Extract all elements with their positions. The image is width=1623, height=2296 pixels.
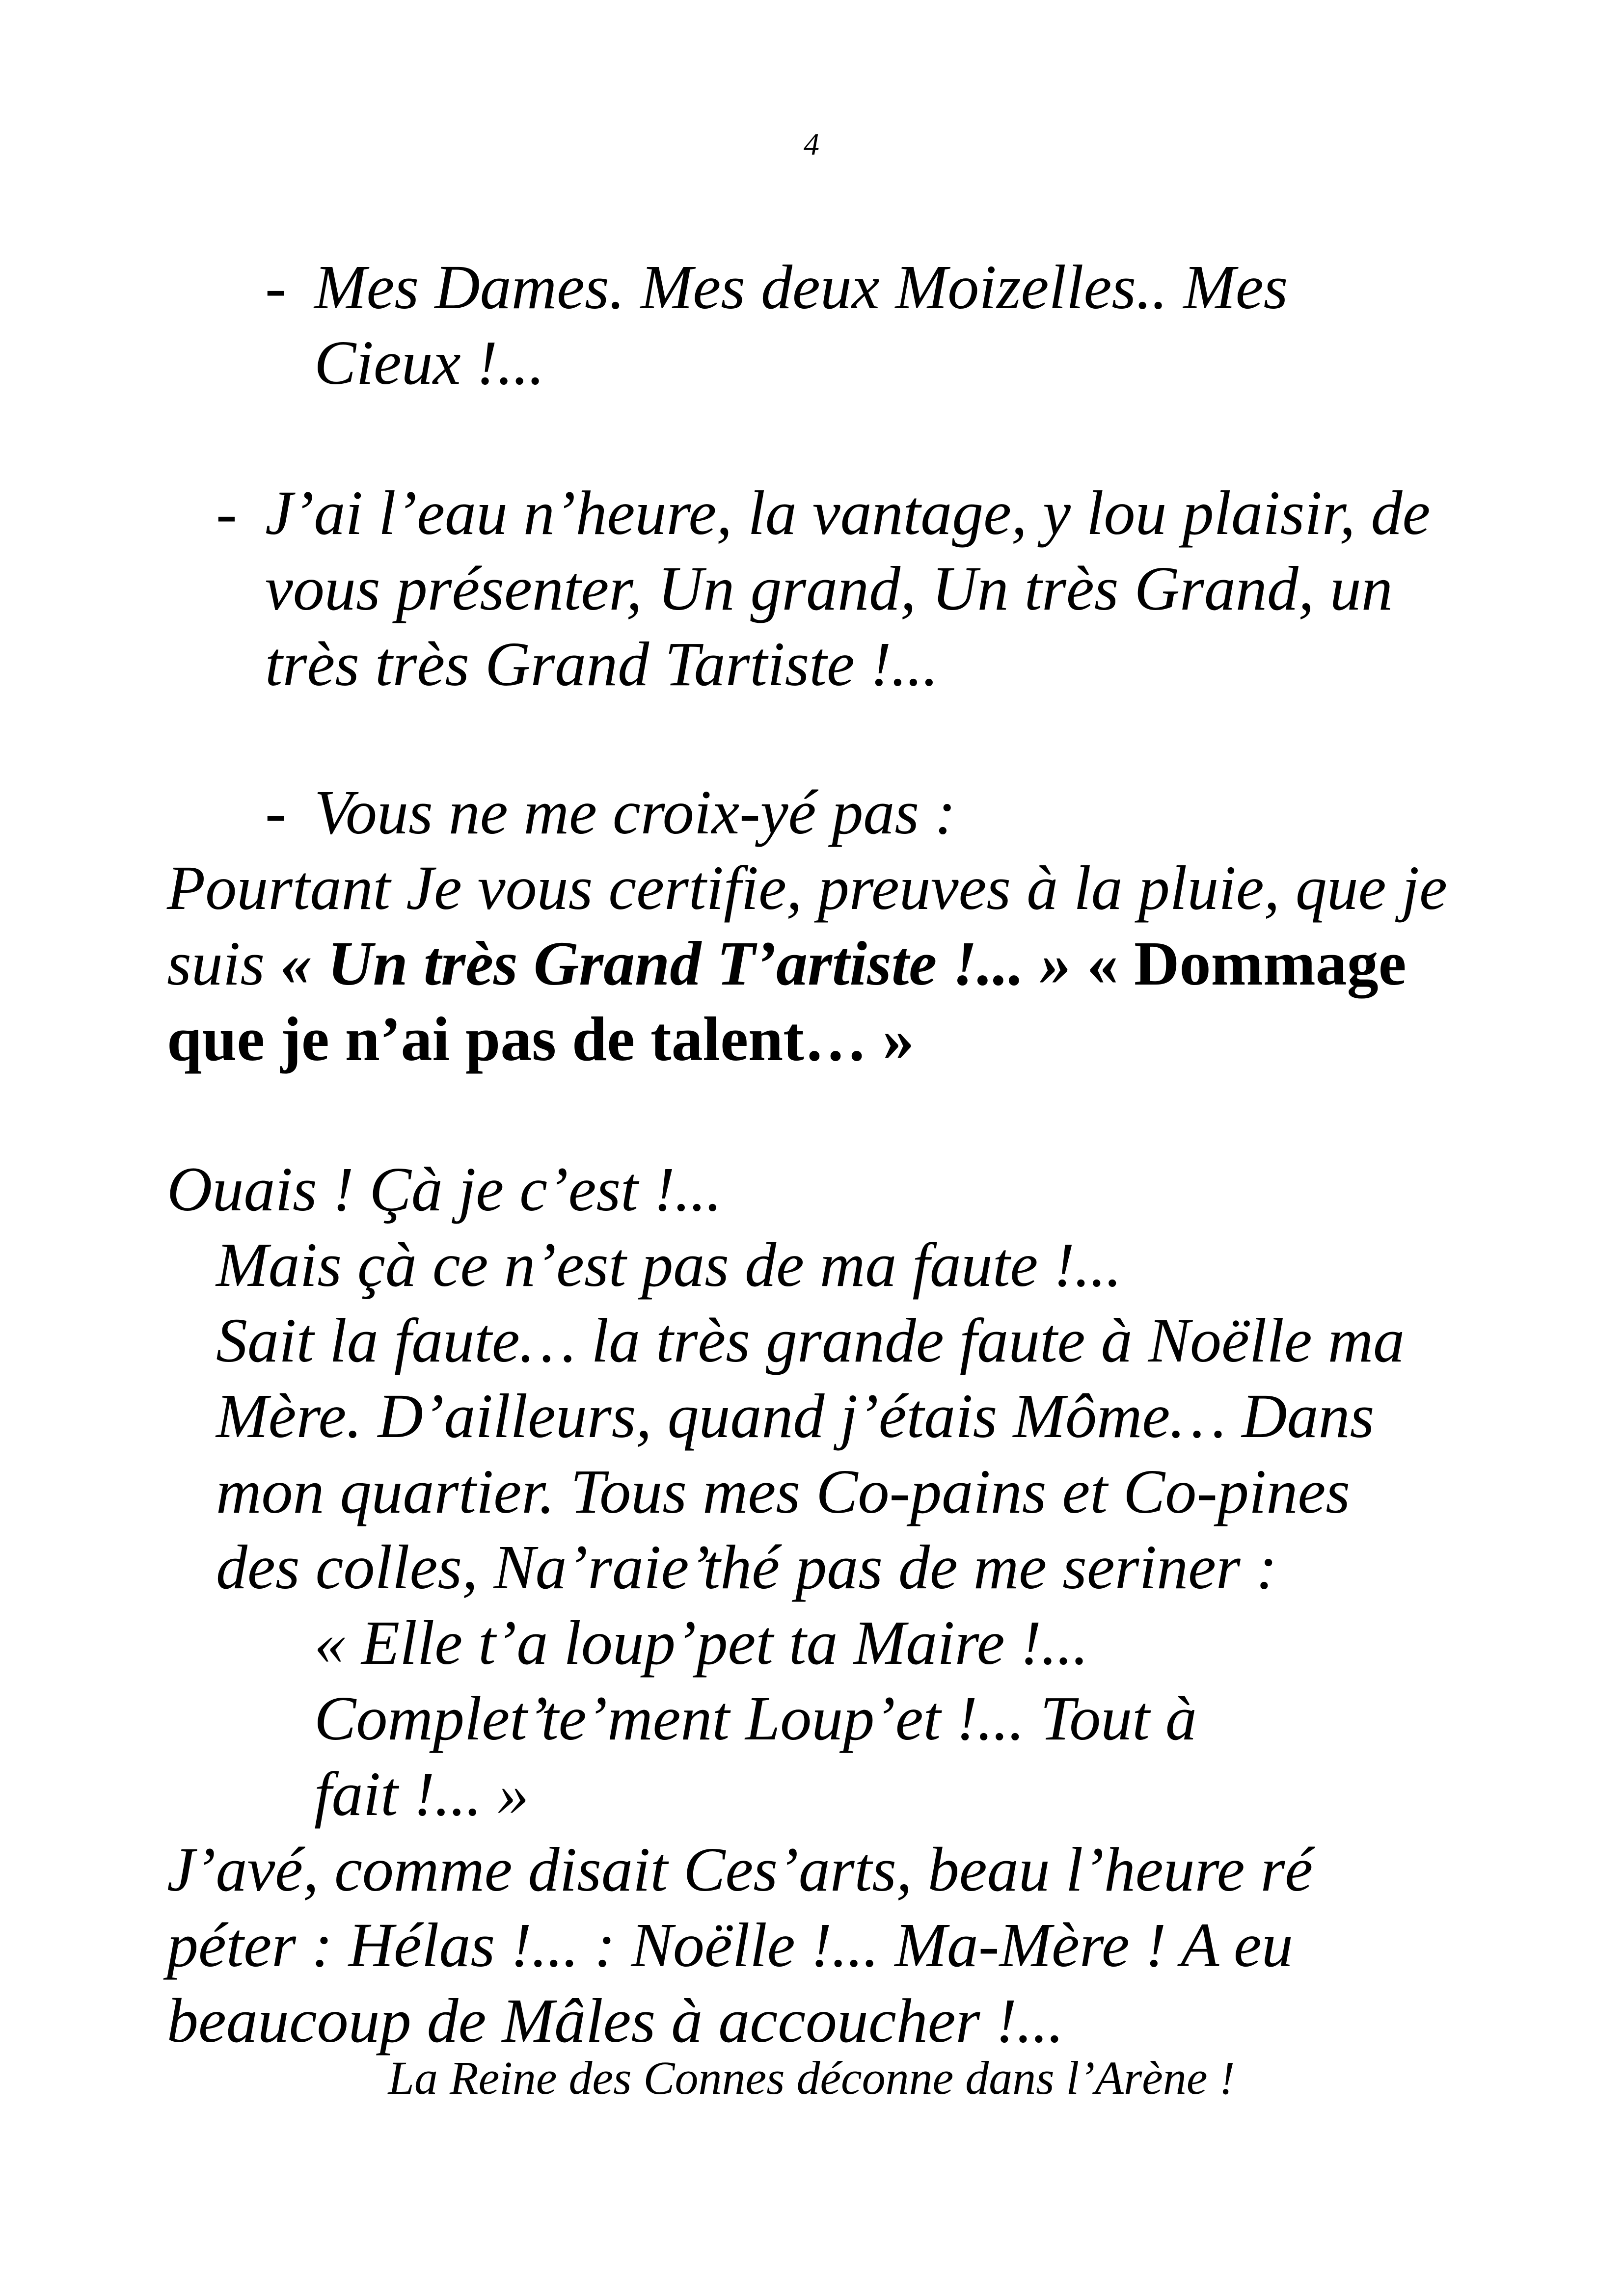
text-line: J’ai l’eau n’heure, la vantage, y lou plaisir, de [265, 478, 1431, 548]
text-line: beaucoup de Mâles à accoucher !... [167, 1986, 1064, 2056]
dialogue-item-3 [265, 774, 956, 850]
text-line-mixed [167, 926, 1447, 1001]
paragraph-3 [167, 1832, 1313, 2058]
text-line: Vous ne me croix-yé pas : [314, 777, 956, 847]
text-line: fait !... » [314, 1759, 529, 1829]
bold-quote-start: « Dommage [1071, 929, 1407, 998]
text-line: péter : Hélas !... : Noëlle !... Ma-Mère ! A eu [167, 1910, 1293, 1980]
text-line: vous présenter, Un grand, Un très Grand, un [265, 554, 1393, 623]
paragraph-1 [167, 850, 1447, 1077]
list-dash: - [216, 478, 237, 548]
text-line: mon quartier. Tous mes Co-pains et Co-pines [216, 1457, 1351, 1526]
text-line: Complet’te’ment Loup’et !... Tout à [314, 1683, 1197, 1753]
text-line: très très Grand Tartiste !... [265, 629, 939, 699]
text-fragment: suis [167, 929, 281, 998]
text-line: Mère. D’ailleurs, quand j’étais Môme… Dans [216, 1381, 1375, 1451]
text-line: J’avé, comme disait Ces’arts, beau l’heure ré [167, 1835, 1313, 1904]
text-line: Cieux !... [314, 328, 545, 398]
page-number: 4 [804, 127, 819, 161]
text-line: Pourtant Je vous certifie, preuves à la pluie, que je [167, 853, 1447, 923]
dialogue-item-1 [265, 249, 1288, 400]
page-footer: La Reine des Connes déconne dans l’Arène ! [388, 2052, 1235, 2104]
quote-block [314, 1605, 1197, 1832]
text-line: « Elle t’a loup’pet ta Maire !... [314, 1608, 1089, 1678]
bold-quote-end: que je n’ai pas de talent… » [167, 1004, 914, 1074]
text-line: Sait la faute… la très grande faute à Noëlle ma [216, 1306, 1405, 1375]
text-line: des colles, Na’raie’thé pas de me seriner : [216, 1532, 1277, 1602]
text-line: Ouais ! Çà je c’est !... [167, 1154, 722, 1224]
paragraph-2 [167, 1151, 1405, 1605]
list-dash: - [265, 777, 286, 847]
dialogue-item-2 [216, 475, 1430, 702]
list-dash: - [265, 252, 286, 322]
bold-italic-quote: « Un très Grand T’artiste !... » [280, 929, 1071, 998]
text-line: Mes Dames. Mes deux Moizelles.. Mes [314, 252, 1288, 322]
text-line: Mais çà ce n’est pas de ma faute !... [216, 1230, 1122, 1300]
